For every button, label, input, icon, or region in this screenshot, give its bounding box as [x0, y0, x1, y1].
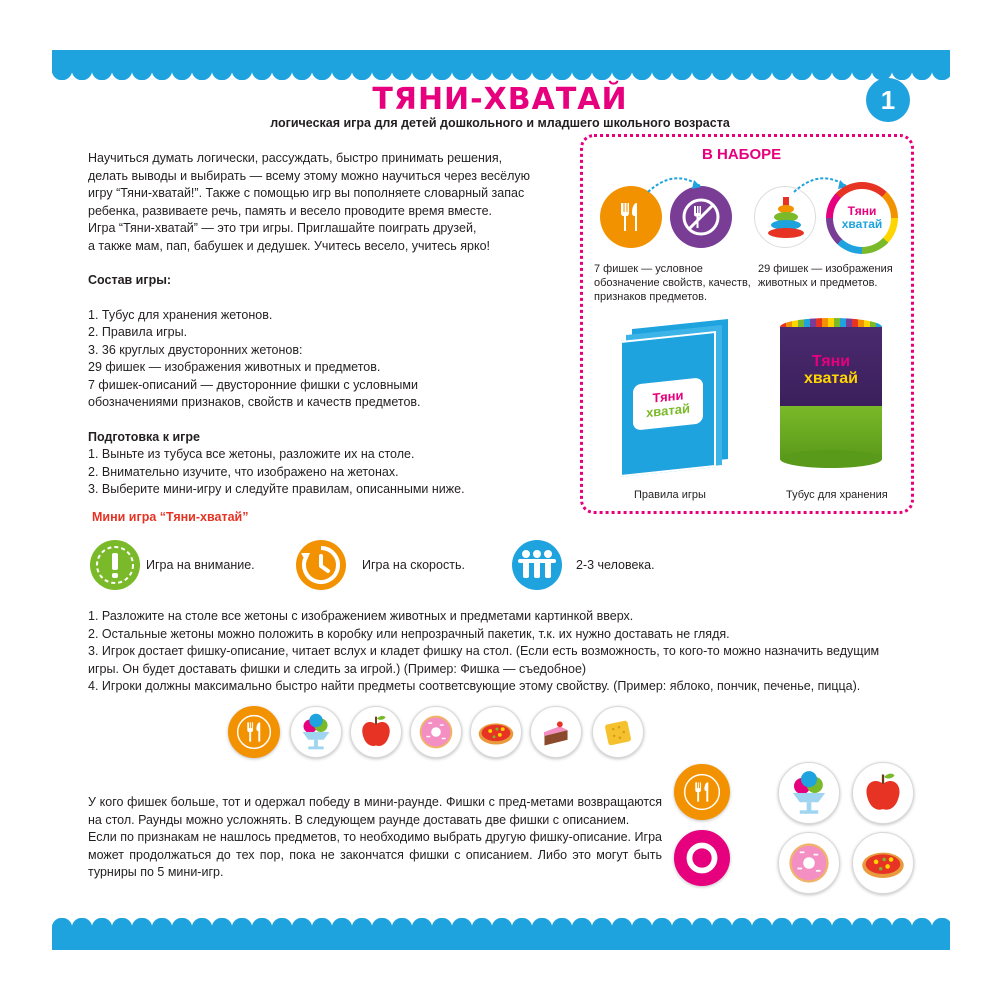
flip-arrow-icon: [644, 172, 704, 196]
storage-tube-image: [780, 318, 882, 468]
mini-game-rules: [88, 608, 948, 696]
caption-line: 7 фишек — условное: [594, 263, 703, 275]
intro-line: делать выводы и выбирать — всему этому можно научиться через весёлую: [88, 168, 531, 183]
logo-text: Тяни: [847, 204, 877, 218]
intro-line: а также мам, пап, бабушек и дедушек. Учитесь весело, учитесь ярко!: [88, 238, 491, 253]
attention-icon: [90, 540, 140, 590]
bottom-scalloped-band: [52, 928, 950, 950]
pizza-icon: [471, 707, 521, 757]
apple-chip: [350, 706, 402, 758]
contents-line: 2. Правила игры.: [88, 325, 188, 339]
pizza-icon: [853, 833, 913, 893]
caption-line: обозначение свойств, качеств,: [594, 277, 751, 289]
intro-section: [88, 150, 558, 499]
cutlery-icon: [675, 765, 729, 819]
cake-chip: [530, 706, 582, 758]
contents-heading: Состав игры:: [88, 273, 172, 287]
prep-line: 2. Внимательно изучите, что изображено на жетонах.: [88, 464, 399, 479]
ice-cream-icon: [779, 763, 839, 823]
prep-heading: Подготовка к игре: [88, 429, 200, 444]
intro-line: игру “Тяни-хватай!”. Также с помощью игр вы пополняете словарный запас: [88, 186, 525, 200]
rules-booklet-image: [620, 324, 730, 472]
intro-line: Игра “Тяни-хватай” — это три игры. Приглашайте поиграть друзей,: [88, 221, 477, 235]
intro-line: ребенка, развиваете речь, память и весело проводите время вместе.: [88, 203, 493, 218]
rule-line: 1. Разложите на столе все жетоны с изображением животных и предметами картинкой вверх.: [88, 609, 634, 623]
caption-line: признаков предметов.: [594, 291, 708, 303]
rule-line: 4. Игроки должны максимально быстро найти предметы соответсвующие этому свойству. (Пример: яблоко, пончик, печенье, пицца).: [88, 679, 861, 693]
mini-game-title: Мини игра “Тяни-хватай”: [92, 510, 249, 524]
outro-paragraph: У кого фишек больше, тот и одержал победу в мини-раунде. Фишки с пред-метами возвращаются на стол. Раунды можно усложнять. В следующем раунде доставать две фишки с описанием.: [88, 795, 662, 827]
donut-chip: [778, 832, 840, 894]
caption-line: животных и предметов.: [758, 277, 878, 289]
top-scalloped-band: [52, 50, 950, 70]
intro-line: Научиться думать логически, рассуждать, быстро принимать решения,: [88, 151, 503, 165]
donut-icon: [779, 833, 839, 893]
rule-line: 2. Остальные жетоны можно положить в коробку или непрозрачный пакетик, т.к. их нужно доставать не глядя.: [88, 626, 730, 641]
logo-text: хватай: [646, 400, 690, 421]
kit-title: В НАБОРЕ: [702, 146, 782, 163]
contents-line: 29 фишек — изображения животных и предметов.: [88, 360, 381, 374]
pizza-chip: [470, 706, 522, 758]
kit-caption-tube: Тубус для хранения: [786, 489, 888, 501]
cake-icon: [531, 707, 581, 757]
speed-clock-icon: [296, 540, 346, 590]
page-number: 1: [866, 78, 910, 122]
edible-description-chip: [674, 764, 730, 820]
badge-label-speed: Игра на скорость.: [362, 558, 465, 572]
mini-game-outro: [88, 794, 662, 882]
cookie-chip: [592, 706, 644, 758]
prep-line: 1. Выньте из тубуса все жетоны, разложите их на столе.: [88, 447, 415, 461]
players-icon: [512, 540, 562, 590]
kit-caption-description-chips: [594, 262, 754, 304]
round-shape-icon: [675, 831, 729, 885]
apple-icon: [351, 707, 401, 757]
round-description-chip: [674, 830, 730, 886]
donut-chip: [410, 706, 462, 758]
badge-label-attention: Игра на внимание.: [146, 558, 255, 572]
prep-line: 3. Выберите мини-игру и следуйте правилам, описанными ниже.: [88, 482, 465, 496]
pizza-chip: [852, 832, 914, 894]
contents-line: 3. 36 круглых двусторонних жетонов:: [88, 342, 303, 357]
ice-cream-chip: [778, 762, 840, 824]
logo-text: Тяни: [811, 353, 851, 370]
pyramid-toy-icon: [755, 187, 817, 249]
logo-text: хватай: [841, 217, 883, 231]
donut-icon: [411, 707, 461, 757]
ice-cream-icon: [291, 707, 341, 757]
cookie-icon: [593, 707, 643, 757]
ice-cream-chip: [290, 706, 342, 758]
contents-line: 1. Тубус для хранения жетонов.: [88, 307, 273, 322]
picture-chip-back-logo: [826, 182, 898, 254]
cutlery-icon: [229, 707, 279, 757]
kit-caption-rules: Правила игры: [634, 489, 706, 501]
kit-caption-picture-chips: [758, 262, 908, 290]
apple-chip: [852, 762, 914, 824]
apple-icon: [853, 763, 913, 823]
rule-line: 3. Игрок достает фишку-описание, читает вслух и кладет фишку на стол. (Если есть возможность, то кого-то можно назначить ведущим: [88, 644, 880, 658]
outro-paragraph: Если по признакам не нашлось предметов, то необходимо выбрать другую фишку-описание. Игра может продолжаться до тех пор, пока не закончатся фишки с описанием. Либо это могут быть турниры по 5 мини-игр.: [88, 830, 662, 879]
rule-line: игры. Он будет доставать фишки и следить за игрой.) (Пример: Фишка — съедобное): [88, 661, 587, 676]
edible-description-chip: [228, 706, 280, 758]
badge-label-players: 2-3 человека.: [576, 558, 655, 572]
page-title: ТЯНИ-ХВАТАЙ: [372, 82, 628, 117]
contents-line: 7 фишек-описаний — двусторонние фишки с условными: [88, 377, 418, 392]
logo-text: хватай: [804, 370, 858, 387]
contents-line: обозначениями признаков, свойств и качеств предметов.: [88, 395, 421, 409]
page-subtitle: логическая игра для детей дошкольного и младшего школьного возраста: [270, 116, 730, 130]
logo-text: Тяни: [652, 387, 684, 406]
caption-line: 29 фишек — изображения: [758, 263, 893, 275]
